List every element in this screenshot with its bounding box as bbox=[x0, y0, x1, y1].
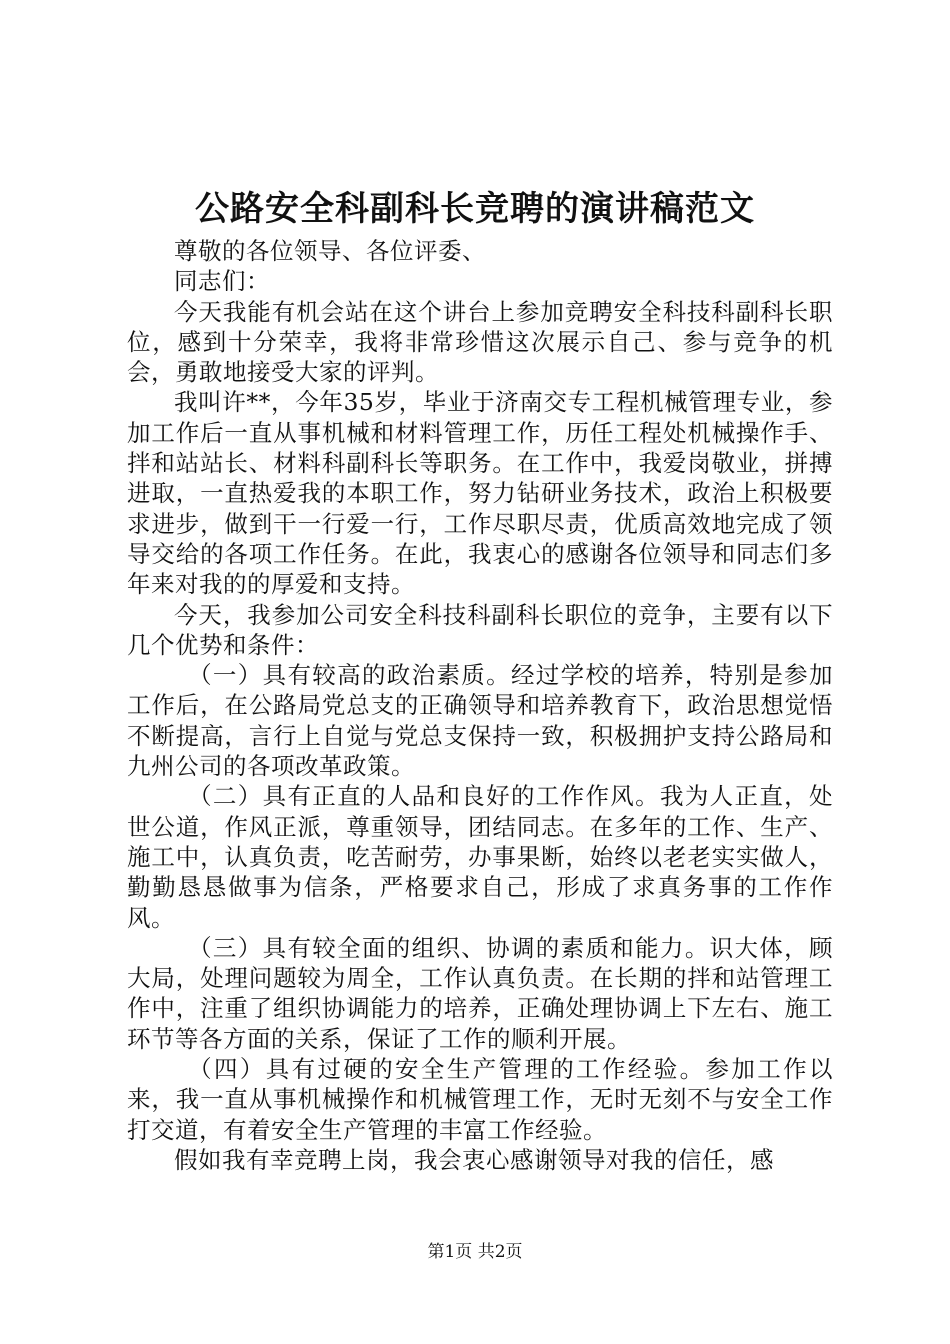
paragraph-advantage-4: （四）具有过硬的安全生产管理的工作经验。参加工作以来，我一直从事机械操作和机械管理工作，无时无刻不与安全工作打交道，有着安全生产管理的丰富工作经验。 bbox=[127, 1055, 833, 1144]
paragraph-advantage-3: （三）具有较全面的组织、协调的素质和能力。识大体，顾大局，处理问题较为周全，工作认真负责。在长期的拌和站管理工作中，注重了组织协调能力的培养，正确处理协调上下左右、施工环节等各方面的关系，保证了工作的顺利开展。 bbox=[127, 933, 833, 1053]
paragraph-advantage-1: （一）具有较高的政治素质。经过学校的培养，特别是参加工作后，在公路局党总支的正确领导和培养教育下，政治思想觉悟不断提高，言行上自觉与党总支保持一致，积极拥护支持公路局和九州公司的各项改革政策。 bbox=[127, 661, 833, 781]
paragraph-introduction: 我叫许**，今年35岁，毕业于济南交专工程机械管理专业，参加工作后一直从事机械和材料管理工作，历任工程处机械操作手、拌和站站长、材料科副科长等职务。在工作中，我爱岗敬业，拼搏进取，一直热爱我的本职工作，努力钻研业务技术，政治上积极要求进步，做到干一行爱一行，工作尽职尽责，优质高效地完成了领导交给的各项工作任务。在此，我衷心的感谢各位领导和同志们多年来对我的的厚爱和支持。 bbox=[127, 388, 833, 599]
salutation-line-2: 同志们： bbox=[174, 267, 270, 296]
paragraph-advantages-intro: 今天，我参加公司安全科技科副科长职位的竞争，主要有以下几个优势和条件： bbox=[127, 600, 833, 659]
paragraph-closing: 假如我有幸竞聘上岗，我会衷心感谢领导对我的信任，感 bbox=[174, 1145, 774, 1174]
paragraph-advantage-2: （二）具有正直的人品和良好的工作作风。我为人正直，处世公道，作风正派，尊重领导，团结同志。在多年的工作、生产、施工中，认真负责，吃苦耐劳，办事果断，始终以老老实实做人，勤勤恳恳做事为信条，严格要求自己，形成了求真务事的工作作风。 bbox=[127, 782, 833, 932]
paragraph-opening: 今天我能有机会站在这个讲台上参加竞聘安全科技科副科长职位，感到十分荣幸，我将非常珍惜这次展示自己、参与竞争的机会，勇敢地接受大家的评判。 bbox=[127, 297, 833, 387]
page-number-footer: 第1页 共2页 bbox=[427, 1242, 523, 1262]
document-body bbox=[127, 236, 833, 1175]
document-title: 公路安全科副科长竞聘的演讲稿范文 bbox=[195, 189, 755, 229]
salutation-line-1: 尊敬的各位领导、各位评委、 bbox=[174, 237, 486, 265]
